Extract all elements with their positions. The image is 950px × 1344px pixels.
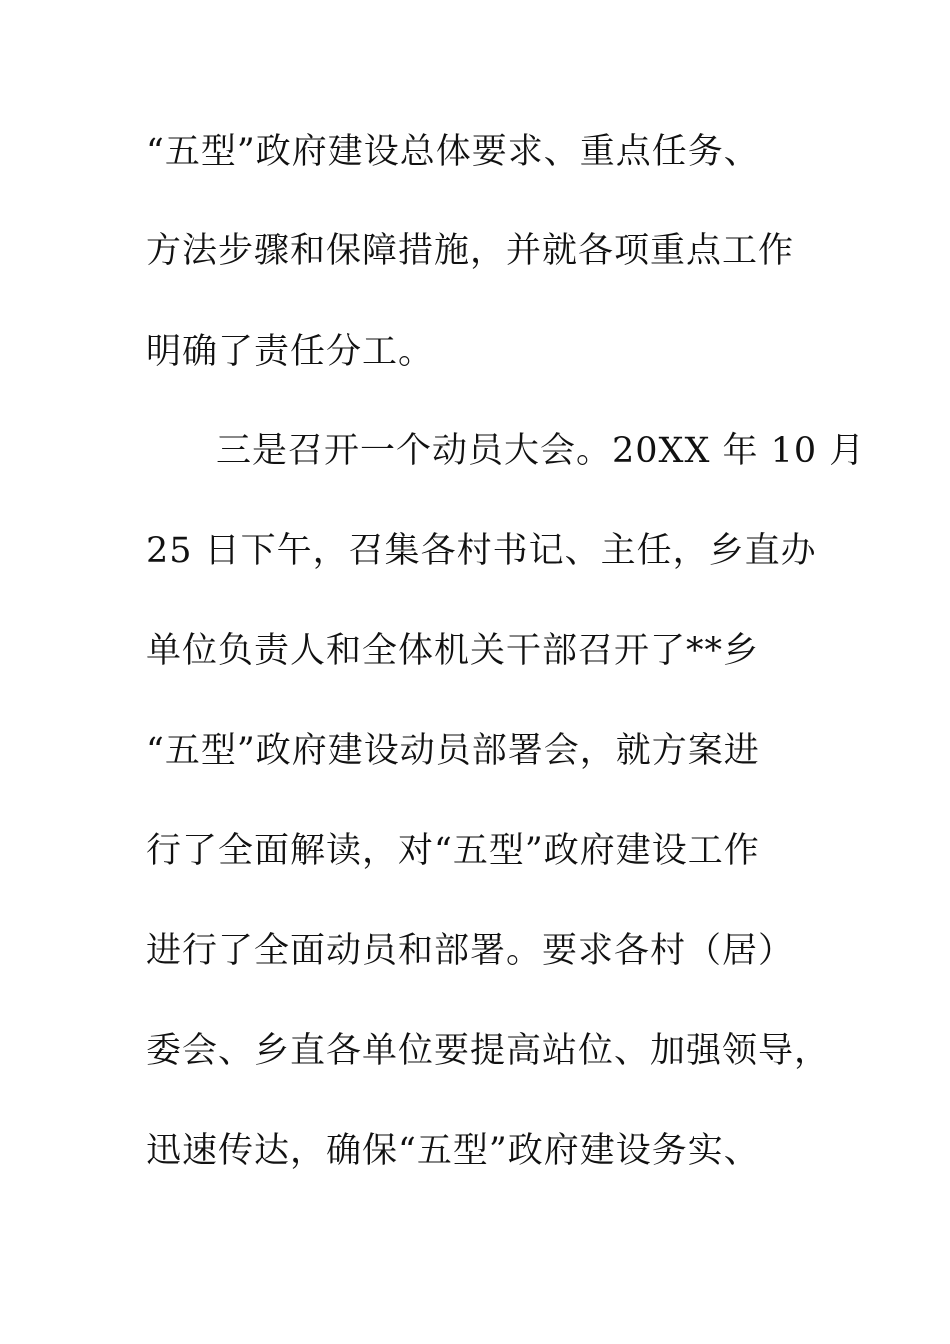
paragraph-start-line: 三是召开一个动员大会。20XX 年 10 月 xyxy=(216,431,866,471)
text-line-1: “五型”政府建设总体要求、重点任务、 xyxy=(146,132,760,172)
text-line-9: 进行了全面动员和部署。要求各村（居） xyxy=(146,931,795,971)
text-line-3: 明确了责任分工。 xyxy=(146,332,435,372)
text-line-10: 委会、乡直各单位要提高站位、加强领导， xyxy=(146,1031,831,1071)
text-line-7: “五型”政府建设动员部署会，就方案进 xyxy=(146,731,760,771)
text-line-6: 单位负责人和全体机关干部召开了**乡 xyxy=(146,631,760,671)
text-line-5: 25 日下午，召集各村书记、主任，乡直办 xyxy=(146,531,817,571)
text-line-8: 行了全面解读，对“五型”政府建设工作 xyxy=(146,831,760,871)
text-line-2: 方法步骤和保障措施，并就各项重点工作 xyxy=(146,231,795,271)
text-line-11: 迅速传达，确保“五型”政府建设务实、 xyxy=(146,1131,760,1171)
